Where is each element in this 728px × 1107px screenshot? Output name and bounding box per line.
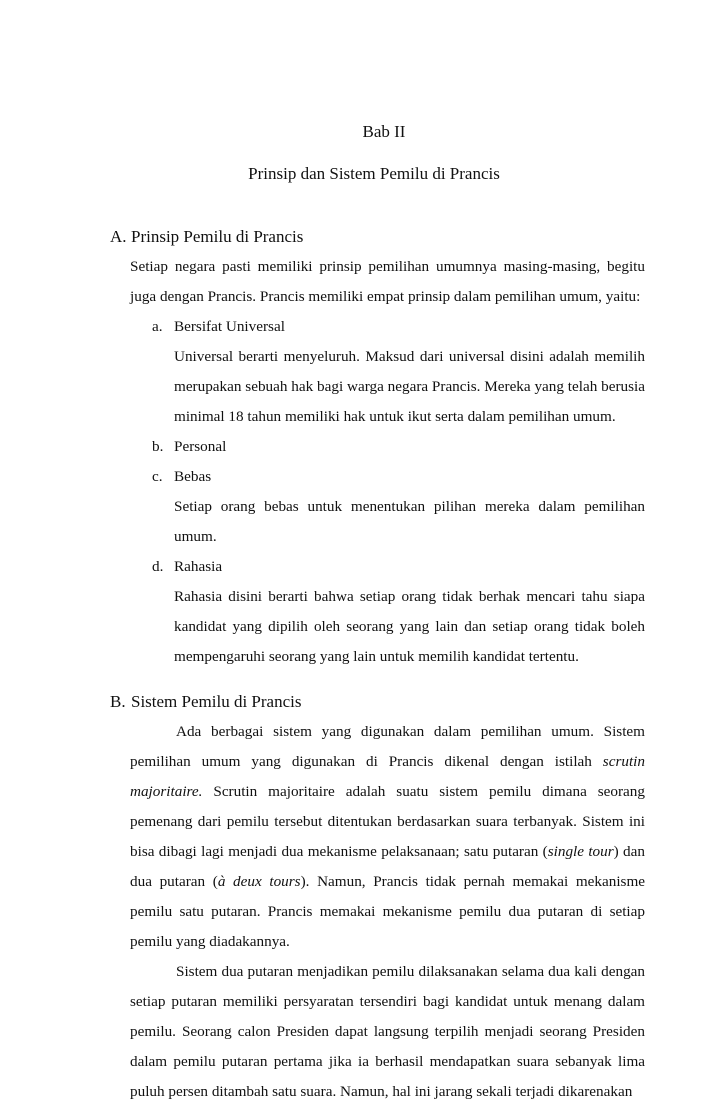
- list-item-description: Rahasia disini berarti bahwa setiap orang tidak berhak mencari tahu siapa kandidat yang dipilih oleh seorang yang lain dan setiap orang tidak boleh mempengaruhi seorang yang lain untuk memilih kandidat tertentu.: [174, 588, 645, 665]
- list-item: [110, 312, 645, 432]
- section-a-title: Prinsip Pemilu di Prancis: [131, 227, 304, 246]
- paragraph-text: Scrutin majoritaire adalah suatu sistem pemilu dimana seorang pemenang dari pemilu tersebut ditentukan berdasarkan suara terbanyak. Sistem ini bisa dibagi lagi menjadi dua mekanisme pelaksanaan; satu putaran (: [130, 783, 645, 860]
- section-b-title: Sistem Pemilu di Prancis: [131, 692, 302, 711]
- section-b-heading: [110, 690, 645, 714]
- list-item-letter: d.: [152, 558, 164, 575]
- section-b-paragraph-2: Sistem dua putaran menjadikan pemilu dilaksanakan selama dua kali dengan setiap putaran memiliki persyaratan tersendiri bagi kandidat untuk menang dalam pemilu. Seorang calon Presiden dapat langsung terpilih menjadi seorang Presiden dalam pemilu putaran pertama jika ia berhasil mendapatkan suara sebanyak lima puluh persen ditambah satu suara. Namun, hal ini jarang sekali terjadi dikarenakan: [130, 963, 645, 1100]
- section-a-letter: A.: [110, 227, 127, 246]
- document-body: [110, 225, 645, 1107]
- list-item-description: Universal berarti menyeluruh. Maksud dari universal disini adalah memilih merupakan sebuah hak bagi warga negara Prancis. Mereka yang telah berusia minimal 18 tahun memiliki hak untuk ikut serta dalam pemilihan umum.: [174, 348, 645, 425]
- list-item-letter: c.: [152, 468, 163, 485]
- list-item-letter: b.: [152, 438, 164, 455]
- list-item-title: Bebas: [174, 468, 212, 485]
- section-a-heading: [110, 225, 645, 249]
- italic-term: scrutin majoritaire.: [130, 753, 645, 800]
- section-b-letter: B.: [110, 692, 126, 711]
- list-item: [110, 432, 645, 462]
- chapter-number: Bab II: [362, 122, 406, 141]
- list-item: [110, 552, 645, 672]
- paragraph-text: ) dan dua putaran (: [130, 843, 645, 890]
- list-item-title: Rahasia: [174, 558, 223, 575]
- list-item-title: Personal: [174, 438, 227, 455]
- paragraph-text: Ada berbagai sistem yang digunakan dalam pemilihan umum. Sistem pemilihan umum yang digunakan di Prancis dikenal dengan istilah: [130, 723, 645, 770]
- italic-term: single tour: [547, 843, 614, 860]
- paragraph-text: ). Namun, Prancis tidak pernah memakai mekanisme pemilu satu putaran. Prancis memakai mekanisme pemilu dua putaran di setiap pemilu yang diadakannya.: [130, 873, 646, 950]
- list-item: [110, 462, 645, 552]
- list-item-letter: a.: [152, 318, 163, 335]
- list-item-description: Setiap orang bebas untuk menentukan pilihan mereka dalam pemilihan umum.: [174, 498, 645, 545]
- section-a-intro: Setiap negara pasti memiliki prinsip pemilihan umumnya masing-masing, begitu juga dengan Prancis. Prancis memiliki empat prinsip dalam pemilihan umum, yaitu:: [130, 258, 645, 305]
- principle-list: [110, 312, 645, 672]
- chapter-title: Prinsip dan Sistem Pemilu di Prancis: [248, 164, 500, 183]
- italic-term: à deux tours: [217, 873, 301, 890]
- section-b-paragraph-1: [130, 717, 645, 957]
- list-item-title: Bersifat Universal: [174, 318, 285, 335]
